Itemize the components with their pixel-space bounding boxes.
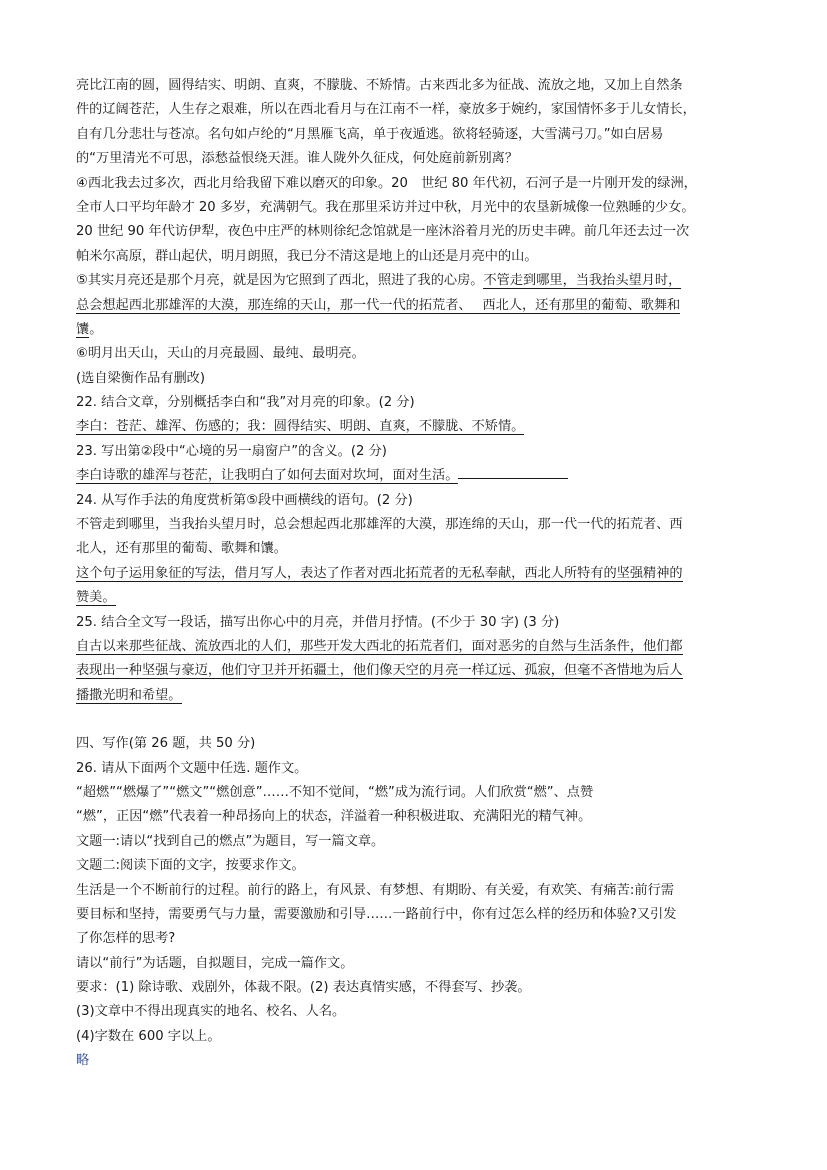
question-24-prompt: 24. 从写作手法的角度赏析第⑤段中画横线的语句。(2 分) — [76, 492, 413, 508]
question-25-answer: 播撒光明和希望。 — [76, 687, 182, 703]
question-22-prompt: 22. 结合文章，分别概括李白和“我”对月亮的印象。(2 分) — [76, 395, 415, 411]
quoted-line: 不管走到哪里，当我抬头望月时，总会想起西北那雄浑的大漠，那连绵的天山，那一代一代的拓荒者、西 — [76, 517, 683, 533]
passage-line: 了你怎样的思考? — [76, 931, 176, 947]
essay-paragraph-3 — [76, 74, 766, 172]
text-line: 帕米尔高原，群山起伏，明月朗照，我已分不清这是地上的山还是月亮中的山。 — [76, 248, 538, 264]
instruction-line: 请以“前行”为话题，自拟题目，完成一篇作文。 — [76, 955, 354, 971]
text-segment: 。 — [89, 321, 103, 337]
question-25-answer: 表现出一种坚强与豪迈，他们守卫并开拓疆土，他们像天空的月亮一样辽远、孤寂，但毫不吝惜地为后人 — [76, 663, 683, 679]
underlined-sentence: 馕 — [76, 321, 90, 337]
question-24-answer: 赞美。 — [76, 590, 116, 606]
text-line: 的“万里清光不可思，添愁益恨绕天涯。谁人陇外久征戍，何处庭前新别离？ — [76, 151, 519, 167]
question-23-answer: 李白诗歌的雄浑与苍茫，让我明白了如何去面对坎坷，面对生活。 — [76, 468, 459, 484]
passage-line: 生活是一个不断前行的过程。前行的路上，有风景、有梦想、有期盼、有关爱，有欢笑、有痛苦:前行需 — [76, 882, 674, 898]
essay-paragraph-6: ⑥明月出天山，天山的月亮最圆、最纯、最明亮。 — [76, 346, 365, 362]
text-line: ④西北我去过多次，西北月给我留下难以磨灭的印象。20 世纪 80 年代初，石河子是一片刚开发的绿洲， — [76, 175, 697, 191]
essay-paragraph-4 — [76, 172, 766, 270]
section-heading: 四、写作(第 26 题，共 50 分) — [76, 736, 256, 752]
topic-two: 文题二:阅读下面的文字，按要求作文。 — [76, 858, 305, 874]
requirement-line: (3)文章中不得出现真实的地名、校名、人名。 — [76, 1004, 346, 1020]
quoted-line: 北人，还有那里的葡萄、歌舞和馕。 — [76, 541, 287, 557]
source-note: (选自梁衡作品有删改) — [76, 370, 205, 386]
question-26-prompt: 26. 请从下面两个文题中任选. 题作文。 — [76, 760, 308, 776]
question-24-answer: 这个句子运用象征的写法，借月写人，表达了作者对西北拓荒者的无私奉献，西北人所特有的坚强精神的 — [76, 565, 683, 581]
text-line: 件的辽阔苍茫，人生存之艰难，所以在西北看月与在江南不一样，豪放多于婉约，家国情怀多于儿女情长， — [76, 102, 696, 118]
topic-one: 文题一:请以“找到自己的燃点”为题目，写一篇文章。 — [76, 833, 385, 849]
text-line: 20 世纪 90 年代访伊犁，夜色中庄严的林则徐纪念馆就是一座沐浴着月光的历史丰碑。前几年还去过一次 — [76, 224, 690, 240]
intro-line: “燃”，正因“燃”代表着一种昂扬向上的状态，洋溢着一种积极进取、充满阳光的精气神。 — [76, 809, 592, 825]
passage-line: 要目标和坚持，需要勇气与力量，需要激励和引导……一路前行中，你有过怎么样的经历和体验?又引发 — [76, 906, 677, 922]
document-page — [76, 74, 766, 1074]
text-segment: ⑤其实月亮还是那个月亮，就是因为它照到了西北，照进了我的心房。 — [76, 273, 484, 289]
requirement-line: (4)字数在 600 字以上。 — [76, 1028, 221, 1044]
question-25-prompt: 25. 结合全文写一段话，描写出你心中的月亮，并借月抒情。(不少于 30 字) (3 分) — [76, 614, 560, 630]
underlined-sentence: 不管走到哪里，当我抬头望月时， — [483, 273, 682, 289]
essay-paragraph-5 — [76, 269, 766, 342]
underlined-sentence: 总会想起西北那雄浑的大漠，那连绵的天山，那一代一代的拓荒者、 西北人，还有那里的葡萄、歌舞和 — [76, 297, 681, 313]
answer-blank — [458, 464, 568, 479]
intro-line: “超燃”“燃爆了”“燃文”“燃创意”……不知不觉间，“燃”成为流行词。人们欣赏“燃”、点赞 — [76, 784, 594, 800]
question-23-prompt: 23. 写出第②段中“心境的另一扇窗户”的含义。(2 分) — [76, 443, 387, 459]
text-line: 全市人口平均年龄才 20 多岁，充满朝气。我在那里采访并过中秋，月光中的农垦新城像一位熟睡的少女。 — [76, 199, 695, 215]
text-line: 自有几分悲壮与苍凉。名句如卢纶的“月黑雁飞高，单于夜遁逃。欲将轻骑逐，大雪满弓刀。”如白居易 — [76, 126, 664, 142]
question-22-answer: 李白：苍茫、雄浑、伤感的；我：圆得结实、明朗、直爽，不朦胧、不矫情。 — [76, 419, 525, 435]
text-line: 亮比江南的圆，圆得结实、明朗、直爽，不朦胧、不矫情。古来西北多为征战、流放之地，又加上自然条 — [76, 78, 683, 93]
answer-omitted-link[interactable]: 略 — [76, 1053, 90, 1069]
section-gap — [76, 708, 766, 732]
question-25-answer: 自古以来那些征战、流放西北的人们，那些开发大西北的拓荒者们，面对恶劣的自然与生活条件，他们都 — [76, 638, 683, 654]
requirement-line: 要求：(1) 除诗歌、戏剧外，体裁不限。(2) 表达真情实感，不得套写、抄袭。 — [76, 980, 531, 996]
